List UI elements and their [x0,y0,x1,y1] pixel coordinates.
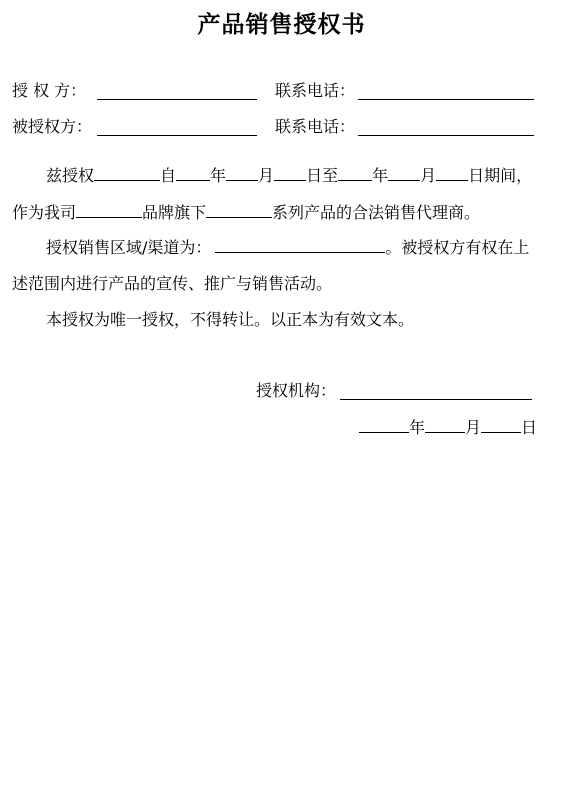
paragraph-3 [46,237,529,258]
authorizer-phone-field[interactable] [358,99,534,100]
start-day-label: 日 [306,166,323,185]
paragraph-4: 述范围内进行产品的宣传、推广与销售活动。 [12,274,333,293]
start-year-blank[interactable] [176,165,210,181]
sign-month-label: 月 [465,418,482,437]
sign-year-label: 年 [409,418,426,437]
document-title: 产品销售授权书 [197,12,366,38]
p2-brand: 品牌旗下 [142,203,207,222]
org-label: 授权机构： [256,381,337,400]
start-month-blank[interactable] [226,165,258,181]
region-blank[interactable] [215,237,385,253]
end-day-blank[interactable] [436,165,468,181]
p1-period: 日期间， [468,166,533,185]
sign-year-blank[interactable] [359,417,409,433]
signature-date [359,417,537,438]
sign-month-blank[interactable] [425,417,465,433]
authorized-field[interactable] [97,135,257,136]
authorizer-phone-label: 联系电话： [275,81,356,100]
end-year-blank[interactable] [338,165,372,181]
authorizer-label: 授 权 方： [12,81,87,100]
authorized-party-blank[interactable] [94,165,160,181]
end-year-label: 年 [372,166,389,185]
paragraph-1 [46,165,532,186]
start-month-label: 月 [258,166,275,185]
company-blank[interactable] [76,202,142,218]
sign-day-label: 日 [521,418,538,437]
start-year-label: 年 [210,166,227,185]
authorized-phone-field[interactable] [358,135,534,136]
p1-to: 至 [322,166,339,185]
authorizer-field[interactable] [97,99,257,100]
paragraph-2 [12,202,480,223]
end-month-label: 月 [420,166,437,185]
sign-day-blank[interactable] [481,417,521,433]
p2-prefix: 作为我司 [12,203,77,222]
p1-from: 自 [160,166,177,185]
paragraph-5: 本授权为唯一授权，不得转让。以正本为有效文本。 [46,310,415,329]
brand-blank[interactable] [206,202,272,218]
p3-prefix: 授权销售区域/渠道为： [46,238,212,257]
authorized-phone-label: 联系电话： [275,117,356,136]
p3-suffix: 。被授权方有权在上 [385,238,530,257]
start-day-blank[interactable] [274,165,306,181]
org-field[interactable] [340,399,532,400]
p2-suffix: 系列产品的合法销售代理商。 [272,203,481,222]
authorized-label: 被授权方： [12,117,93,136]
end-month-blank[interactable] [388,165,420,181]
p1-prefix: 兹授权 [46,166,95,185]
